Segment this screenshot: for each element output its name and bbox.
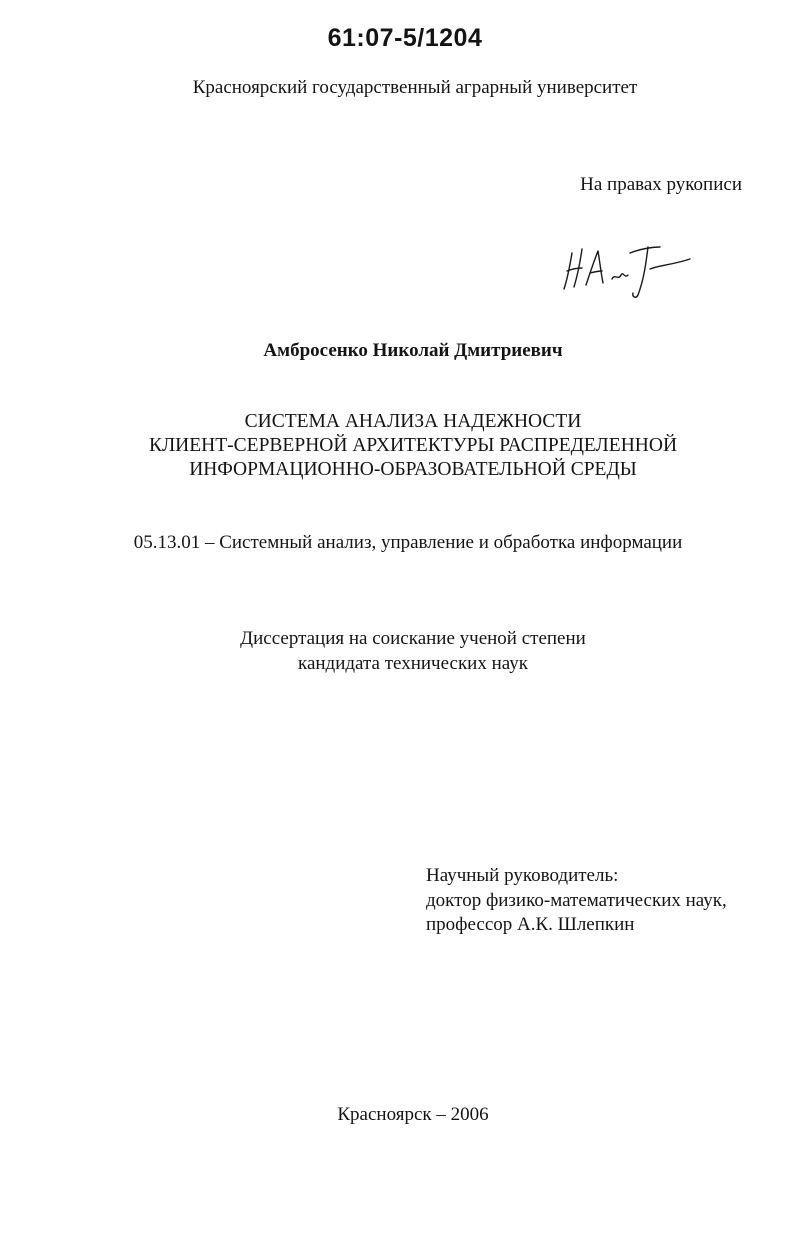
catalog-number: 61:07-5/1204 [327,24,483,52]
supervisor-line: профессор А.К. Шлепкин [426,914,635,935]
author-name: Амбросенко Николай Дмитриевич [263,340,563,361]
title-line: СИСТЕМА АНАЛИЗА НАДЕЖНОСТИ [244,411,582,432]
university-name: Красноярский государственный аграрный университет [192,77,638,98]
specialty-code: 05.13.01 – Системный анализ, управление и обработка информации [133,532,683,553]
degree-line: Диссертация на соискание ученой степени [240,628,586,649]
supervisor-line: Научный руководитель: [426,865,619,886]
supervisor-line: доктор физико-математических наук, [426,889,727,911]
supervisor-block [426,864,727,938]
city-year: Красноярск – 2006 [337,1104,489,1125]
degree-statement [0,626,796,676]
title-line: КЛИЕНТ-СЕРВЕРНОЙ АРХИТЕКТУРЫ РАСПРЕДЕЛЕННОЙ [148,435,678,456]
degree-line: кандидата технических наук [298,653,528,674]
handwritten-signature [560,235,700,305]
rights-note: На правах рукописи [580,174,742,195]
dissertation-title [0,410,796,482]
title-line: ИНФОРМАЦИОННО-ОБРАЗОВАТЕЛЬНОЙ СРЕДЫ [189,459,637,480]
